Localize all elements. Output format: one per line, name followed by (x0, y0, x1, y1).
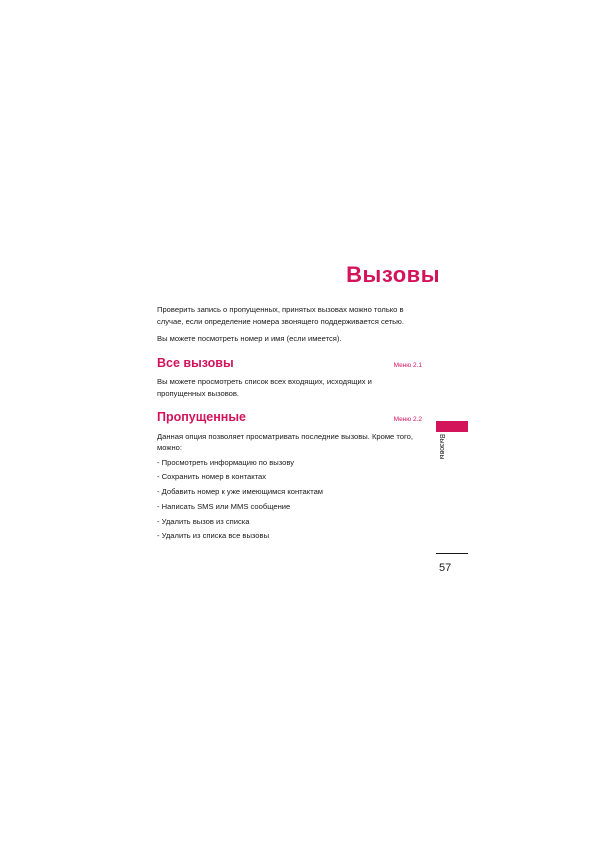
section-title-missed: Пропущенные (157, 410, 246, 424)
list-item: - Написать SMS или MMS сообщение (157, 501, 291, 511)
list-item: - Добавить номер к уже имеющимся контактам (157, 487, 324, 497)
page-number-divider (436, 553, 468, 554)
intro-paragraph: Вы можете посмотреть номер и имя (если имеется). (157, 334, 342, 343)
section-header-missed (157, 410, 422, 426)
chapter-side-label: Вызовы (438, 434, 445, 460)
chapter-tab-marker (436, 421, 468, 432)
list-item: - Удалить вызов из списка (157, 516, 250, 526)
missed-options-list (157, 457, 422, 542)
section-header-all-calls (157, 356, 422, 372)
list-item: - Удалить из списка все вызовы (157, 531, 270, 541)
section-title-all-calls: Все вызовы (157, 355, 234, 370)
intro-paragraph: Проверить запись о пропущенных, принятых вызовах можно только в случае, если определение номера звонящего поддерживается сетью. (157, 305, 404, 326)
menu-ref-all-calls: Меню 2.1 (393, 361, 422, 369)
content (157, 304, 422, 545)
menu-ref-missed: Меню 2.2 (393, 416, 422, 423)
list-item: - Сохранить номер в контактах (157, 472, 267, 482)
section-text-all-calls: Вы можете просмотреть список всех входящих, исходящих и пропущенных вызовов. (157, 377, 372, 398)
section-text-missed: Данная опция позволяет просматривать последние вызовы. Кроме того, можно: (157, 431, 413, 452)
page-number: 57 (439, 562, 452, 574)
page-title: Вызовы (346, 262, 440, 287)
list-item: - Просмотреть информацию по вызову (157, 457, 295, 467)
